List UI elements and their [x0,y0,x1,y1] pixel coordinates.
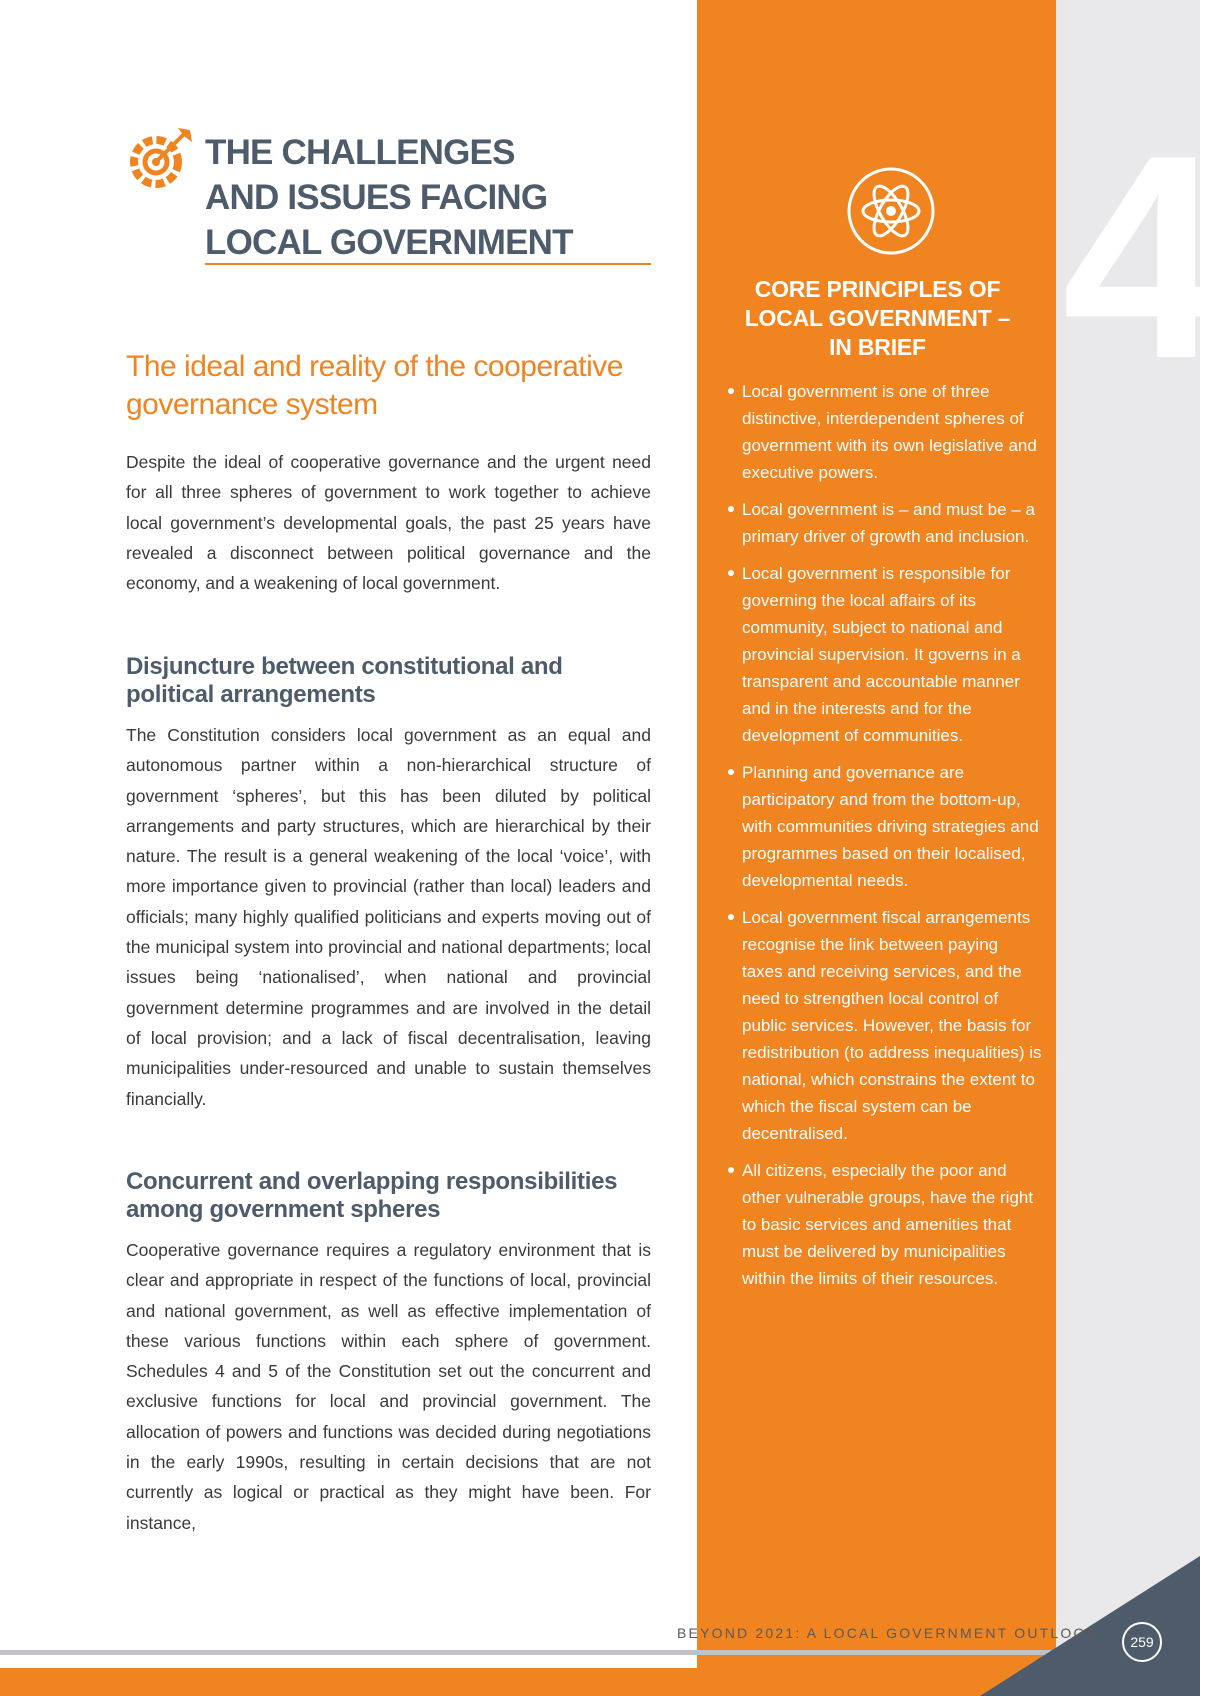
list-item [742,904,1042,1147]
list-item [742,1157,1042,1292]
list-item-text: Local government is responsible for governing the local affairs of its community, subject to national and provincial supervision. It governs in a transparent and accountable manner and in the interests and for the development of communities. [742,564,1021,745]
bullet-icon [728,506,734,512]
list-item-text: Planning and governance are participatory and from the bottom-up, with communities driving strategies and programmes based on their localised, developmental needs. [742,763,1039,890]
target-icon [124,124,196,196]
bullet-icon [728,388,734,394]
bullet-icon [728,1167,734,1173]
sidebar-title [720,275,1035,362]
subsection-2-body: Cooperative governance requires a regulatory environment that is clear and appropriate in respect of the functions of local, provincial and national government, as well as effective implementation of these various functions within each sphere of government. Schedules 4 and 5 of the Constitution set out the concurrent and exclusive functions for local and provincial government. The allocation of powers and functions was decided during negotiations in the early 1990s, resulting in certain decisions that are not currently as logical or practical as they might have been. For instance, [126,1240,651,1533]
sidebar-title-line-1: CORE PRINCIPLES OF [754,276,1001,302]
section-heading-line-2: governance system [126,388,378,421]
footer-rule [0,1650,1056,1655]
section-heading-line-1: The ideal and reality of the cooperative [126,350,623,383]
list-item-text: All citizens, especially the poor and other vulnerable groups, have the right to basic services and amenities that must be delivered by municipalities within the limits of their resources. [742,1161,1034,1288]
subsection-2-heading: Concurrent and overlapping responsibilities among government spheres [126,1168,618,1223]
sidebar-title-line-2: LOCAL GOVERNMENT – [744,305,1011,331]
list-item [742,560,1042,749]
list-item-text: Local government is one of three distinctive, interdependent spheres of government with its own legislative and executive powers. [742,382,1037,482]
list-item [742,759,1042,894]
sidebar-title-line-3: IN BRIEF [829,334,926,360]
title-line-1: THE CHALLENGES [205,133,515,172]
title-underline [205,263,651,265]
subsection-1-heading: Disjuncture between constitutional and political arrangements [126,653,563,708]
page-title [205,130,650,265]
list-item [742,496,1042,550]
list-item-text: Local government fiscal arrangements recognise the link between paying taxes and receiving services, and the need to strengthen local control of public services. However, the basis for redistribution (to address inequalities) is national, which constrains the extent to which the fiscal system can be decentralised. [742,908,1042,1143]
chapter-number: 4 [1062,95,1217,419]
intro-paragraph: Despite the ideal of cooperative governance and the urgent need for all three spheres of government to work together to achieve local government’s developmental goals, the past 25 years have revealed a disconnect between political governance and the economy, and a weakening of local government. [126,452,651,594]
bullet-icon [728,769,734,775]
atom-icon [845,165,937,257]
title-line-3: LOCAL GOVERNMENT [205,223,573,262]
page-number: 259 [1122,1622,1162,1662]
bullet-icon [728,570,734,576]
publication-title: BEYOND 2021: A LOCAL GOVERNMENT OUTLOOK [677,1625,1099,1641]
title-line-2: AND ISSUES FACING [205,178,548,217]
list-item [742,378,1042,486]
list-item-text: Local government is – and must be – a primary driver of growth and inclusion. [742,500,1035,546]
bullet-icon [728,914,734,920]
footer-band [0,1668,1000,1696]
subsection-1-body: The Constitution considers local government as an equal and autonomous partner within a non-hierarchical structure of government ‘spheres’, but this has been diluted by political arrangements and party structures, which are hierarchical by their nature. The result is a general weakening of the local ‘voice’, with more importance given to provincial (rather than local) leaders and officials; many highly qualified politicians and experts moving out of the municipal system into provincial and national departments; local issues being ‘nationalised’, when national and provincial government determine programmes and are involved in the detail of local provision; and a lack of fiscal decentralisation, leaving municipalities under-resourced and unable to sustain themselves financially. [126,725,651,1109]
section-heading [126,348,646,424]
principles-list [742,378,1042,1302]
